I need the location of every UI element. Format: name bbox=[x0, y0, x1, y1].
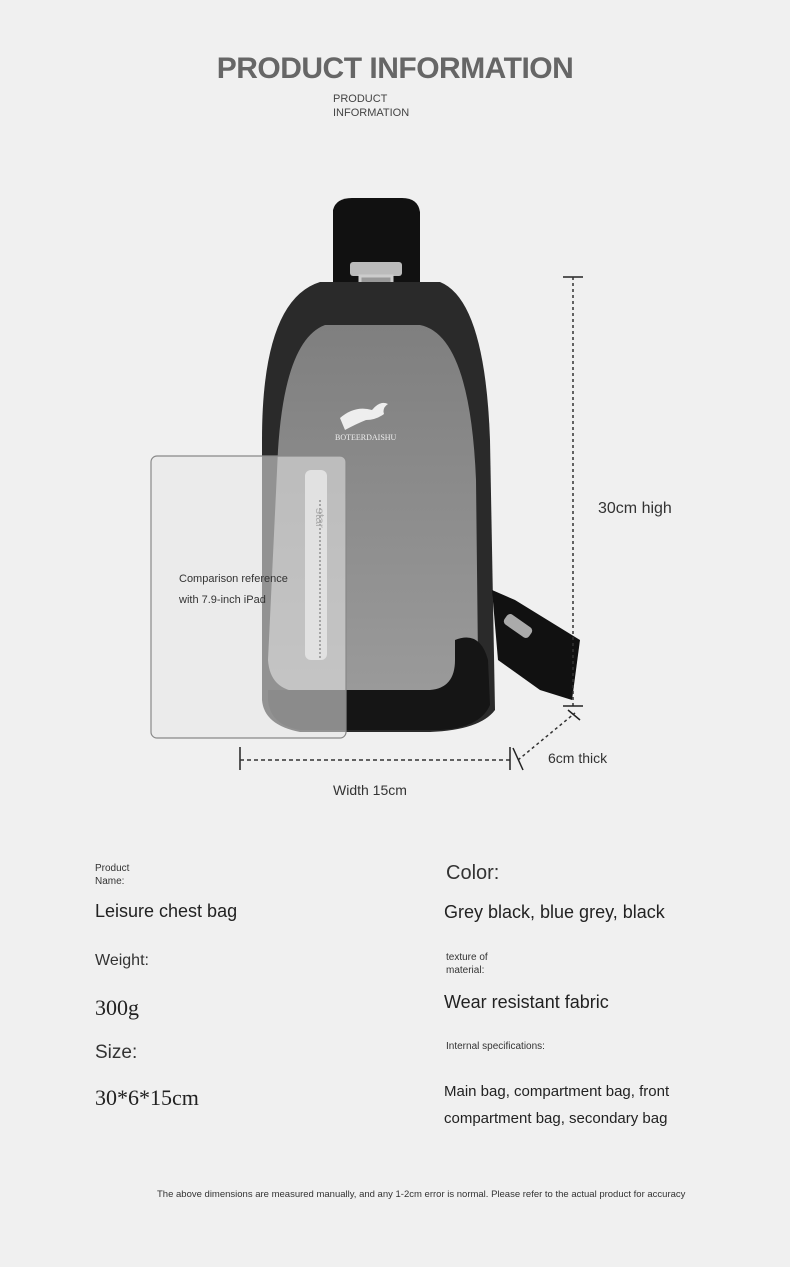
texture-label-line-2: material: bbox=[446, 965, 485, 976]
product-name-label-line-1: Product bbox=[95, 863, 130, 874]
size-value: 30*6*15cm bbox=[95, 1085, 199, 1110]
texture-value: Wear resistant fabric bbox=[444, 992, 609, 1012]
product-name-value: Leisure chest bag bbox=[95, 901, 238, 921]
thickness-label: 6cm thick bbox=[548, 750, 608, 766]
weight-value: 300g bbox=[95, 995, 139, 1020]
footer-disclaimer: The above dimensions are measured manually, and any 1-2cm error is normal. Please refer to the actual product for accuracy bbox=[157, 1189, 686, 1200]
strap-buckle bbox=[350, 262, 402, 276]
internal-spec-line-2: compartment bag, secondary bag bbox=[444, 1110, 668, 1127]
ipad-comparison-note bbox=[179, 569, 288, 611]
internal-spec-value bbox=[444, 1078, 734, 1132]
ipad-note-line-1: Comparison reference bbox=[179, 573, 288, 585]
color-value: Grey black, blue grey, black bbox=[444, 902, 665, 922]
product-name-label bbox=[95, 862, 129, 888]
internal-spec-label: Internal specifications: bbox=[446, 1041, 545, 1052]
ipad-note-line-2: with 7.9-inch iPad bbox=[179, 594, 266, 606]
height-label: 30cm high bbox=[598, 500, 672, 517]
page-title: PRODUCT INFORMATION bbox=[216, 52, 574, 85]
subtitle-line-1: PRODUCT bbox=[333, 93, 388, 105]
internal-spec-line-1: Main bag, compartment bag, front bbox=[444, 1083, 670, 1100]
texture-label-line-1: texture of bbox=[446, 952, 488, 963]
weight-label: Weight: bbox=[95, 952, 149, 969]
texture-label bbox=[446, 951, 488, 977]
color-label: Color: bbox=[446, 862, 500, 884]
product-name-label-line-2: Name: bbox=[95, 876, 125, 887]
size-label: Size: bbox=[95, 1042, 138, 1063]
subtitle-line-2: INFORMATION bbox=[333, 107, 410, 119]
bag-side-strap bbox=[492, 590, 580, 700]
width-label: Width 15cm bbox=[333, 782, 407, 798]
bag-logo-text: BOTEERDAISHU bbox=[335, 433, 397, 442]
